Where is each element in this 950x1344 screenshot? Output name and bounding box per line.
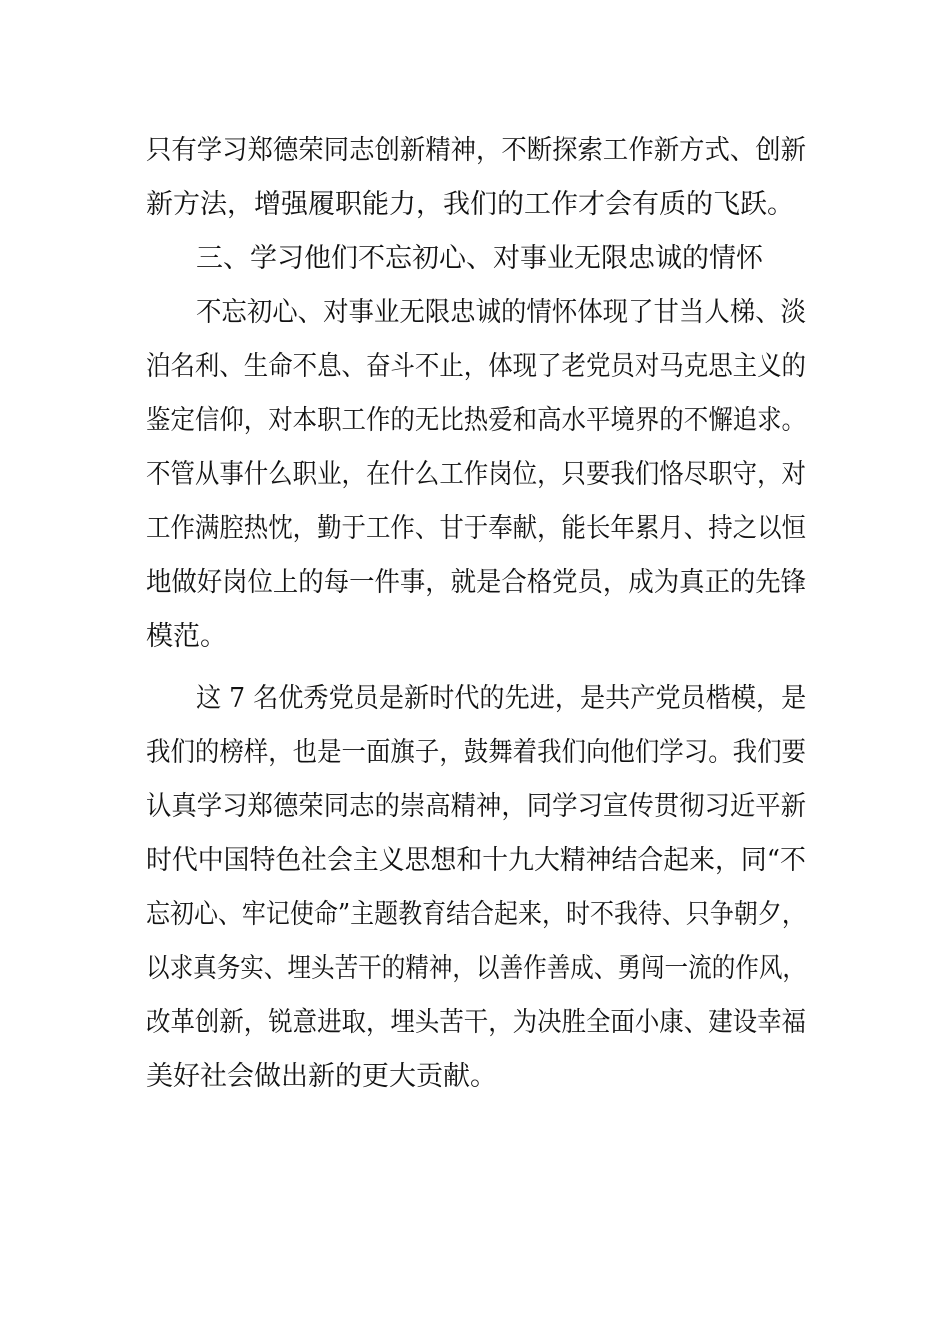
text-line: 泊名利、生命不息、奋斗不止，体现了老党员对马克思主义的 bbox=[146, 351, 806, 382]
text-line: 只有学习郑德荣同志创新精神，不断探索工作新方式、创新 bbox=[146, 135, 807, 166]
text-line: 不忘初心、对事业无限忠诚的情怀体现了甘当人梯、淡 bbox=[196, 297, 807, 328]
text-line: 不管从事什么职业，在什么工作岗位，只要我们恪尽职守，对 bbox=[146, 459, 806, 490]
text-line: 忘初心、牢记使命”主题教育结合起来，时不我待、只争朝夕， bbox=[146, 899, 806, 930]
text-line: 以求真务实、埋头苦干的精神，以善作善成、勇闯一流的作风， bbox=[146, 953, 806, 984]
text-line: 鉴定信仰，对本职工作的无比热爱和高水平境界的不懈追求。 bbox=[146, 405, 806, 436]
text-line: 工作满腔热忱，勤于工作、甘于奉献，能长年累月、持之以恒 bbox=[146, 513, 806, 544]
text-line: 认真学习郑德荣同志的崇高精神，同学习宣传贯彻习近平新 bbox=[146, 791, 807, 822]
text-line: 美好社会做出新的更大贡献。 bbox=[146, 1061, 497, 1092]
text-line: 改革创新，锐意进取，埋头苦干，为决胜全面小康、建设幸福 bbox=[146, 1007, 806, 1038]
text-line: 地做好岗位上的每一件事，就是合格党员，成为真正的先锋 bbox=[146, 567, 807, 598]
text-line: 时代中国特色社会主义思想和十九大精神结合起来，同“不 bbox=[146, 845, 806, 876]
section-heading: 三、学习他们不忘初心、对事业无限忠诚的情怀 bbox=[196, 243, 763, 274]
text-line: 我们的榜样，也是一面旗子，鼓舞着我们向他们学习。我们要 bbox=[146, 737, 806, 768]
text-line: 这 7 名优秀党员是新时代的先进，是共产党员楷模，是 bbox=[196, 683, 807, 714]
text-line: 新方法，增强履职能力，我们的工作才会有质的飞跃。 bbox=[146, 189, 794, 220]
text-line: 模范。 bbox=[146, 621, 227, 652]
